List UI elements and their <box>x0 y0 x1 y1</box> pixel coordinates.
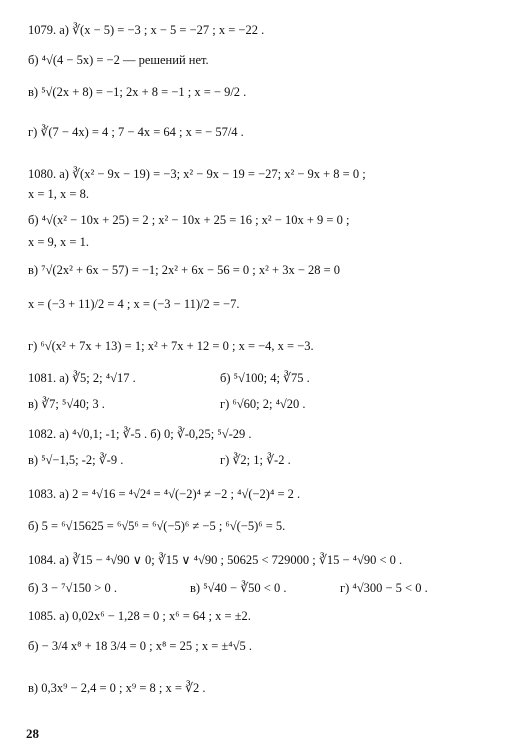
solution-line: 1083. а) 2 = ⁴√16 = ⁴√2⁴ = ⁴√(−2)⁴ ≠ −2 ; ⁴√(−2)⁴ = 2 . <box>28 487 301 501</box>
solution-line: 1079. а) ∛(x − 5) = −3 ; x − 5 = −27 ; x = −22 . <box>28 23 265 37</box>
solution-line: 1081. а) ∛5; 2; ⁴√17 . <box>28 371 136 385</box>
solution-line: б) − 3/4 x⁸ + 18 3/4 = 0 ; x⁸ = 25 ; x = ±⁴√5 . <box>28 639 252 653</box>
solution-line: 1084. а) ∛15 − ⁴√90 ∨ 0; ∛15 ∨ ⁴√90 ; 50625 < 729000 ; ∛15 − ⁴√90 < 0 . <box>28 553 403 567</box>
solution-line: г) ∛(7 − 4x) = 4 ; 7 − 4x = 64 ; x = − 57/4 . <box>28 125 244 139</box>
solution-line: x = 9, x = 1. <box>28 235 89 249</box>
solution-line: x = (−3 + 11)/2 = 4 ; x = (−3 − 11)/2 = −7. <box>28 297 240 311</box>
solution-line: в) ⁵√−1,5; -2; ∛-9 . <box>28 453 124 467</box>
solution-line: б) ⁴√(4 − 5x) = −2 — решений нет. <box>28 53 209 67</box>
solution-line: x = 1, x = 8. <box>28 187 89 201</box>
solution-line: в) ∛7; ⁵√40; 3 . <box>28 397 105 411</box>
solution-line: б) ⁵√100; 4; ∛75 . <box>220 371 310 385</box>
solution-line: г) ⁶√60; 2; ⁴√20 . <box>220 397 306 411</box>
solution-line: 1085. а) 0,02x⁶ − 1,28 = 0 ; x⁶ = 64 ; x = ±2. <box>28 609 251 623</box>
solution-line: б) ⁴√(x² − 10x + 25) = 2 ; x² − 10x + 25 = 16 ; x² − 10x + 9 = 0 ; <box>28 213 350 227</box>
solution-line: б) 5 = ⁶√15625 = ⁶√5⁶ = ⁶√(−5)⁶ ≠ −5 ; ⁶√(−5)⁶ = 5. <box>28 519 286 533</box>
page-number: 28 <box>26 726 39 741</box>
solution-line: г) ⁴√300 − 5 < 0 . <box>340 581 428 595</box>
solution-line: 1082. а) ⁴√0,1; -1; ∛-5 . б) 0; ∛-0,25; ⁵√-29 . <box>28 427 252 441</box>
solution-line: в) ⁵√(2x + 8) = −1; 2x + 8 = −1 ; x = − 9/2 . <box>28 85 247 99</box>
solution-line: в) 0,3x⁹ − 2,4 = 0 ; x⁹ = 8 ; x = ∛2 . <box>28 681 206 695</box>
solution-line: в) ⁷√(2x² + 6x − 57) = −1; 2x² + 6x − 56 = 0 ; x² + 3x − 28 = 0 <box>28 263 341 277</box>
solution-line: 1080. а) ∛(x² − 9x − 19) = −3; x² − 9x − 19 = −27; x² − 9x + 8 = 0 ; <box>28 167 366 181</box>
solution-line: в) ⁵√40 − ∛50 < 0 . <box>190 581 287 595</box>
solution-line: г) ∛2; 1; ∛-2 . <box>220 453 291 467</box>
solution-line: б) 3 − ⁷√150 > 0 . <box>28 581 117 595</box>
solution-line: г) ⁶√(x² + 7x + 13) = 1; x² + 7x + 12 = 0 ; x = −4, x = −3. <box>28 339 314 353</box>
